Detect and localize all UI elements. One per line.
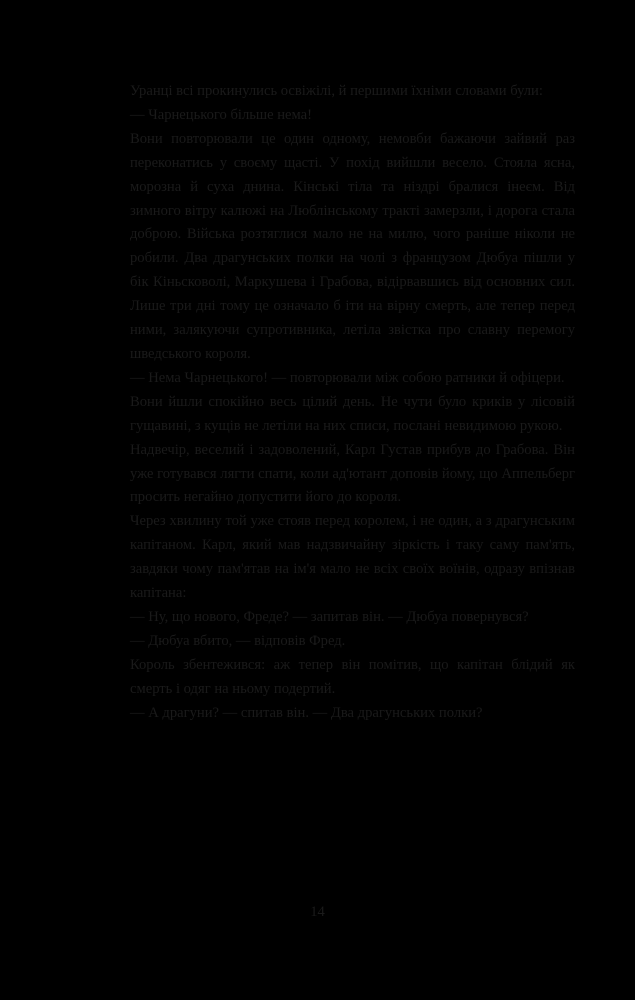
paragraph: Король збентежився: аж тепер він помітив, що капітан блідий як смерть і одяг на ньому подертий.	[130, 656, 575, 697]
book-page-text	[130, 80, 575, 725]
paragraph: — Чарнецького більше нема!	[130, 106, 313, 123]
paragraph: Вони йшли спокійно весь цілий день. Не чути було криків у лісовій гущавині, з кущів не летіли на них списи, послані невидимою рукою.	[130, 393, 575, 434]
paragraph: Вони повторювали це один одному, немовби бажаючи зайвий раз переконатись у своєму щасті. У похід вийшли весело. Стояла ясна, морозна й суха днина. Кінські тіла та ніздрі бралися інеєм. Від зимного вітру калюжі на Люблінському тракті замерзли, і дорога стала доброю. Війська розтяглися мало не на милю, чого раніше ніколи не робили. Два драгунських полки на чолі з французом Дюбуа пішли у бік Кіньсковолі, Маркушева і Грабова, відірвавшись від основних сил. Лише три дні тому це означало б іти на вірну смерть, але тепер перед ними, залякуючи супротивника, летіла звістка про славну перемогу шведського короля.	[130, 130, 575, 362]
paragraph: Уранці всі прокинулись освіжілі, й першими їхніми словами були:	[130, 83, 543, 99]
paragraph: — Ну, що нового, Фреде? — запитав він. — Дюбуа повернувся?	[130, 608, 529, 625]
paragraph: — Нема Чарнецького! — повторювали між собою ратники й офіцери.	[130, 369, 565, 386]
paragraph: — Дюбуа вбито, — відповів Фред.	[130, 632, 346, 649]
paragraph: Надвечір, веселий і задоволений, Карл Густав прибув до Грабова. Він уже готувався лягти спати, коли ад'ютант доповів йому, що Аппельберг просить негайно допустити його до короля.	[130, 441, 575, 506]
page-number: 14	[310, 904, 325, 920]
paragraph: Через хвилину той уже стояв перед королем, і не один, а з драгунським капітаном. Карл, який мав надзвичайну зіркість і таку саму пам'ять, завдяки чому пам'ятав на ім'я мало не всіх своїх воїнів, одразу впізнав капітана:	[130, 513, 575, 602]
paragraph: — А драгуни? — спитав він. — Два драгунських полки?	[130, 704, 483, 721]
